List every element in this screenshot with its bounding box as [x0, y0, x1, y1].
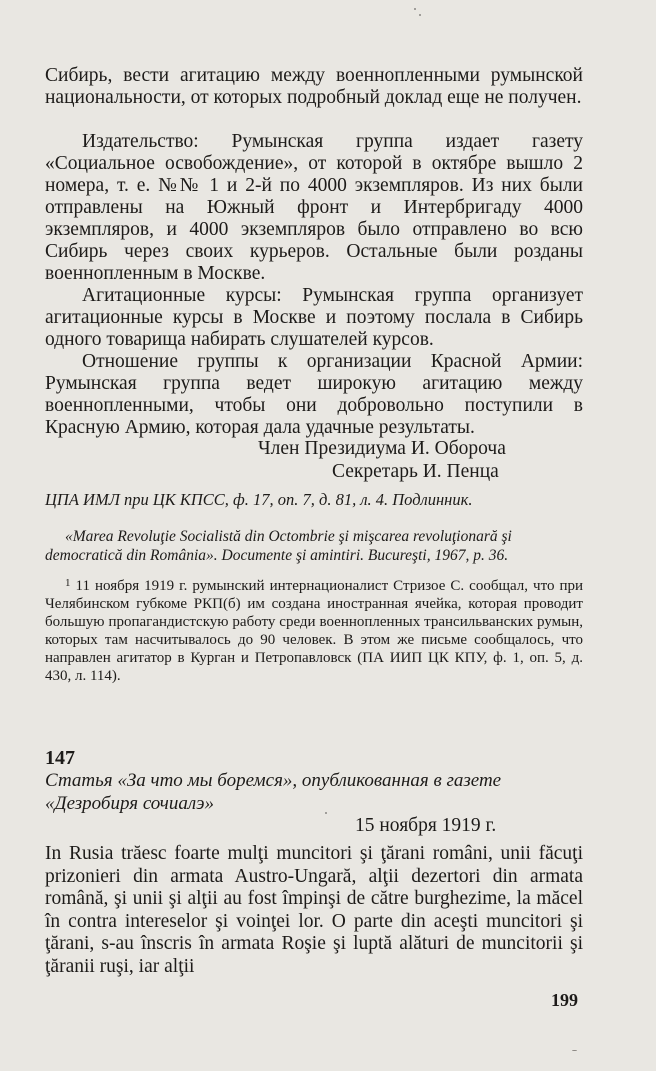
romanian-article-text: In Rusia trăesc foarte mulţi muncitori şi ţărani români, unii făcuţi prizonieri din armata Austro-Ungară, alţii dezertori din armata română, şi unii şi alţii au fost împinşi de către burghezime, la măcel în contra intereselor şi voinţei lor. O parte din aceşti muncitori şi ţărani, s-au înscris în armata Roşie şi luptă alături de muncitorii şi ţăranii ruşi, iar alţii — [45, 843, 583, 977]
signature-presidium-member: Член Президиума И. Обороча — [258, 438, 506, 459]
footnote — [45, 574, 583, 685]
paragraph-publishing: Издательство: Румынская группа издает газету «Социальное освобождение», от которой в октябре вышло 2 номера, т. е. №№ 1 и 2-й по 4000 экземпляров. Из них были отправлены на Южный фронт и Интербригаду 4000 экземпляров, и 4000 экземпляров было отправлено во всю Сибирь через своих курьеров. Остальные были розданы военнопленным в Москве. — [45, 131, 583, 284]
paragraph-siberia-agitation: Сибирь, вести агитацию между военнопленными румынской национальности, от которых подробный доклад еще не получен. — [45, 65, 583, 108]
footnote-mark: 1 — [65, 577, 71, 589]
document-title: Статья «За что мы боремся», опубликованная в газете «Дезробиря сочиалэ» — [45, 770, 502, 814]
paragraph-red-army: Отношение группы к организации Красной Армии: Румынская группа ведет широкую агитацию между военнопленными, чтобы они добровольно поступили в Красную Армию, которая дала удачные результаты. — [45, 351, 583, 438]
signature-secretary: Секретарь И. Пенца — [332, 461, 499, 482]
source-archive-citation: ЦПА ИМЛ при ЦК КПСС, ф. 17, оп. 7, д. 81, л. 4. Подлинник. — [45, 490, 473, 509]
print-speck — [419, 14, 421, 16]
print-speck — [572, 1050, 577, 1051]
footnote-text: 11 ноября 1919 г. румынский интернационалист Стризое С. сообщал, что при Челябинском губкоме РКП(б) им создана иностранная ячейка, которая проводит большую пропагандистскую работу среди военнопленных трансильванских румын, которых там насчитывалось до 90 человек. В этом же письме сообщалось, что направлен агитатор в Курган и Петропавловск (ПА ИИП ЦК КПУ, ф. 1, оп. 5, д. 430, л. 114). — [45, 578, 584, 684]
document-number: 147 — [45, 747, 75, 769]
source-publication-citation: «Marea Revoluţie Socialistă din Octombrie şi mişcarea revoluţionară şi democratică din România». Documente şi amintiri. Bucureşti, 1967, p. 36. — [45, 528, 512, 564]
page-number: 199 — [551, 990, 578, 1010]
document-date: 15 ноября 1919 г. — [355, 815, 497, 836]
print-speck — [414, 8, 416, 10]
print-speck — [325, 812, 327, 814]
paragraph-agitation-courses: Агитационные курсы: Румынская группа организует агитационные курсы в Москве и поэтому послала в Сибирь одного товарища набирать слушателей курсов. — [45, 285, 583, 350]
